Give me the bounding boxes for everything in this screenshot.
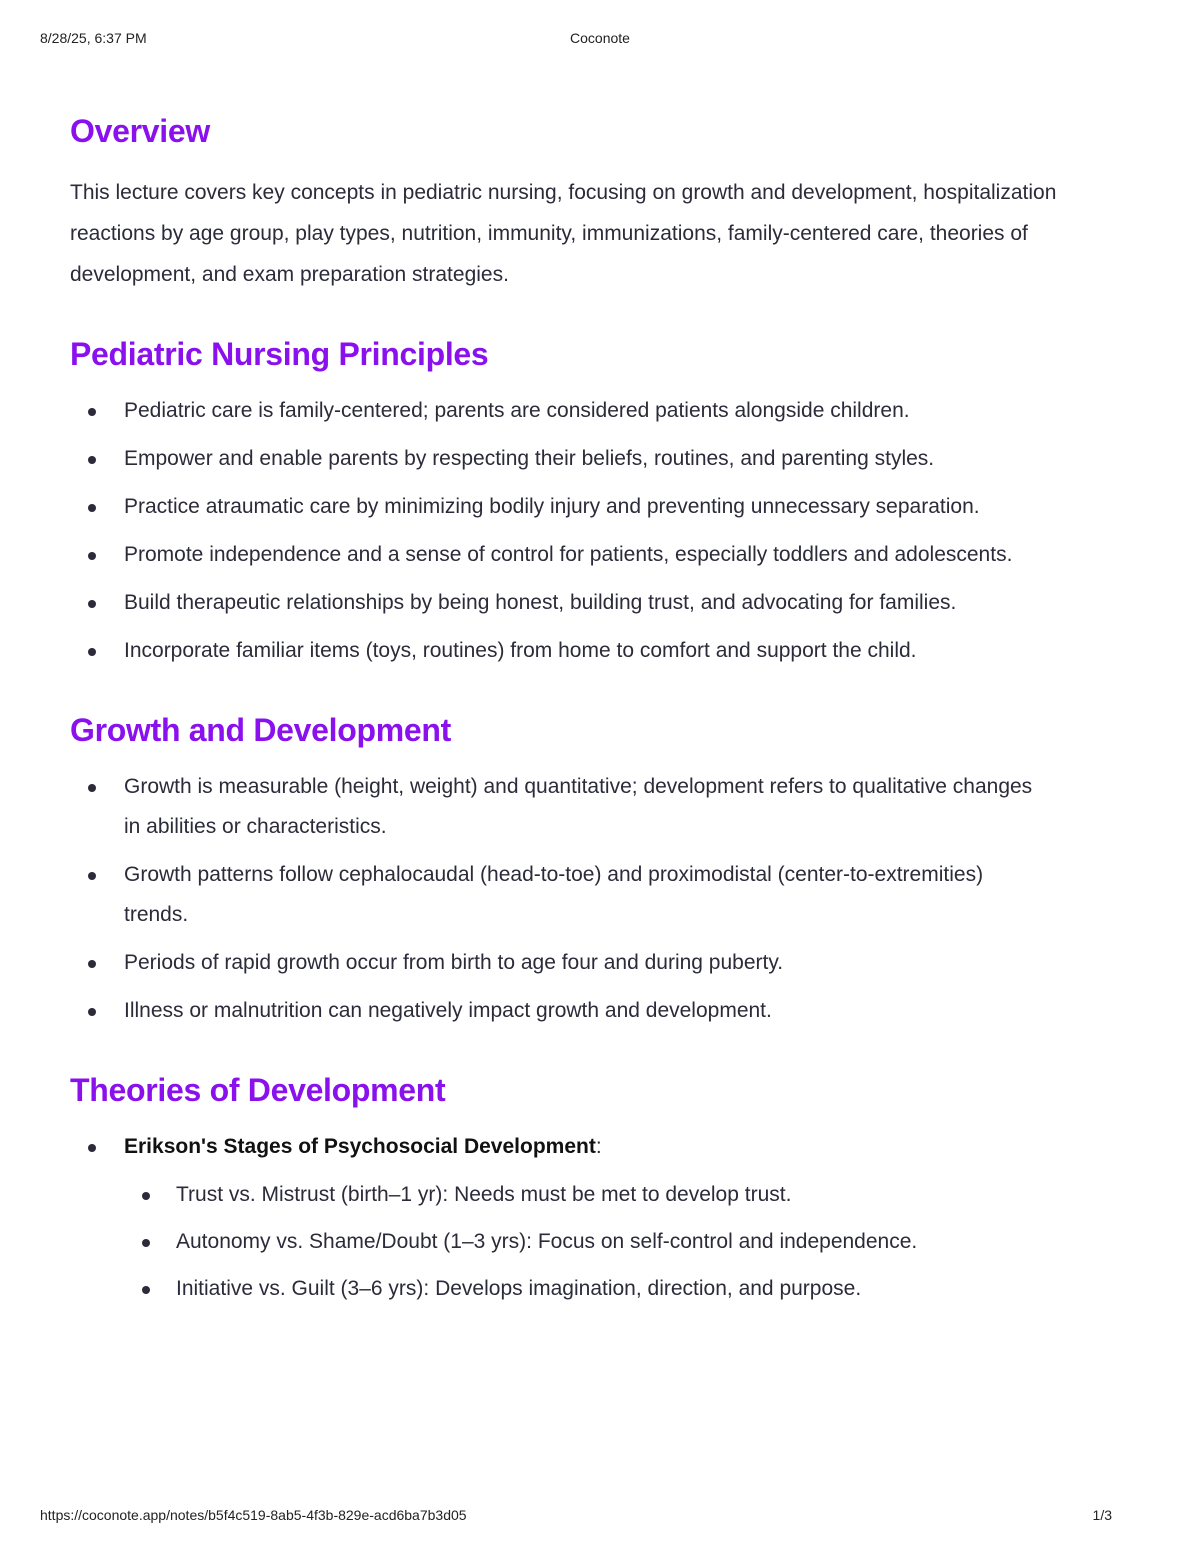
note-content: [70, 108, 1110, 1317]
list-item: Incorporate familiar items (toys, routines) from home to comfort and support the child.: [70, 631, 1044, 671]
theories-list: [70, 1127, 1110, 1309]
list-item: Illness or malnutrition can negatively impact growth and development.: [70, 991, 1044, 1031]
list-item: Build therapeutic relationships by being honest, building trust, and advocating for families.: [70, 583, 1044, 623]
growth-list: [70, 767, 1110, 1031]
list-item: Pediatric care is family-centered; parents are considered patients alongside children.: [70, 391, 1044, 431]
list-item: Promote independence and a sense of control for patients, especially toddlers and adolescents.: [70, 535, 1044, 575]
erikson-label: Erikson's Stages of Psychosocial Development: [124, 1135, 596, 1158]
list-item: Practice atraumatic care by minimizing bodily injury and preventing unnecessary separation.: [70, 487, 1044, 527]
print-datetime: 8/28/25, 6:37 PM: [40, 30, 147, 46]
list-item: Growth patterns follow cephalocaudal (head-to-toe) and proximodistal (center-to-extremities) trends.: [70, 855, 1044, 935]
erikson-stages-list: [124, 1175, 1044, 1309]
list-item: Growth is measurable (height, weight) and quantitative; development refers to qualitative changes in abilities or characteristics.: [70, 767, 1044, 847]
list-item: Periods of rapid growth occur from birth to age four and during puberty.: [70, 943, 1044, 983]
list-item: Autonomy vs. Shame/Doubt (1–3 yrs): Focus on self-control and independence.: [124, 1222, 1044, 1262]
theories-heading: Theories of Development: [70, 1072, 446, 1108]
erikson-colon: :: [595, 1135, 602, 1158]
print-url[interactable]: https://coconote.app/notes/b5f4c519-8ab5-4f3b-829e-acd6ba7b3d05: [40, 1507, 467, 1523]
list-item: Trust vs. Mistrust (birth–1 yr): Needs must be met to develop trust.: [124, 1175, 1044, 1215]
page-number: 1/3: [1092, 1507, 1112, 1523]
print-header: [40, 30, 1160, 50]
growth-heading: Growth and Development: [70, 712, 451, 748]
list-item: Empower and enable parents by respecting their beliefs, routines, and parenting styles.: [70, 439, 1044, 479]
principles-heading: Pediatric Nursing Principles: [70, 336, 489, 372]
principles-list: [70, 391, 1110, 671]
erikson-item: [70, 1127, 1044, 1309]
print-footer: [40, 1507, 1160, 1527]
overview-heading: Overview: [70, 113, 210, 149]
overview-text: This lecture covers key concepts in pediatric nursing, focusing on growth and development, hospitalization reactions by age group, play types, nutrition, immunity, immunizations, family-centered care, theories of development, and exam preparation strategies.: [70, 181, 1057, 286]
print-site-title: Coconote: [570, 30, 630, 46]
list-item: Initiative vs. Guilt (3–6 yrs): Develops imagination, direction, and purpose.: [124, 1269, 1044, 1309]
